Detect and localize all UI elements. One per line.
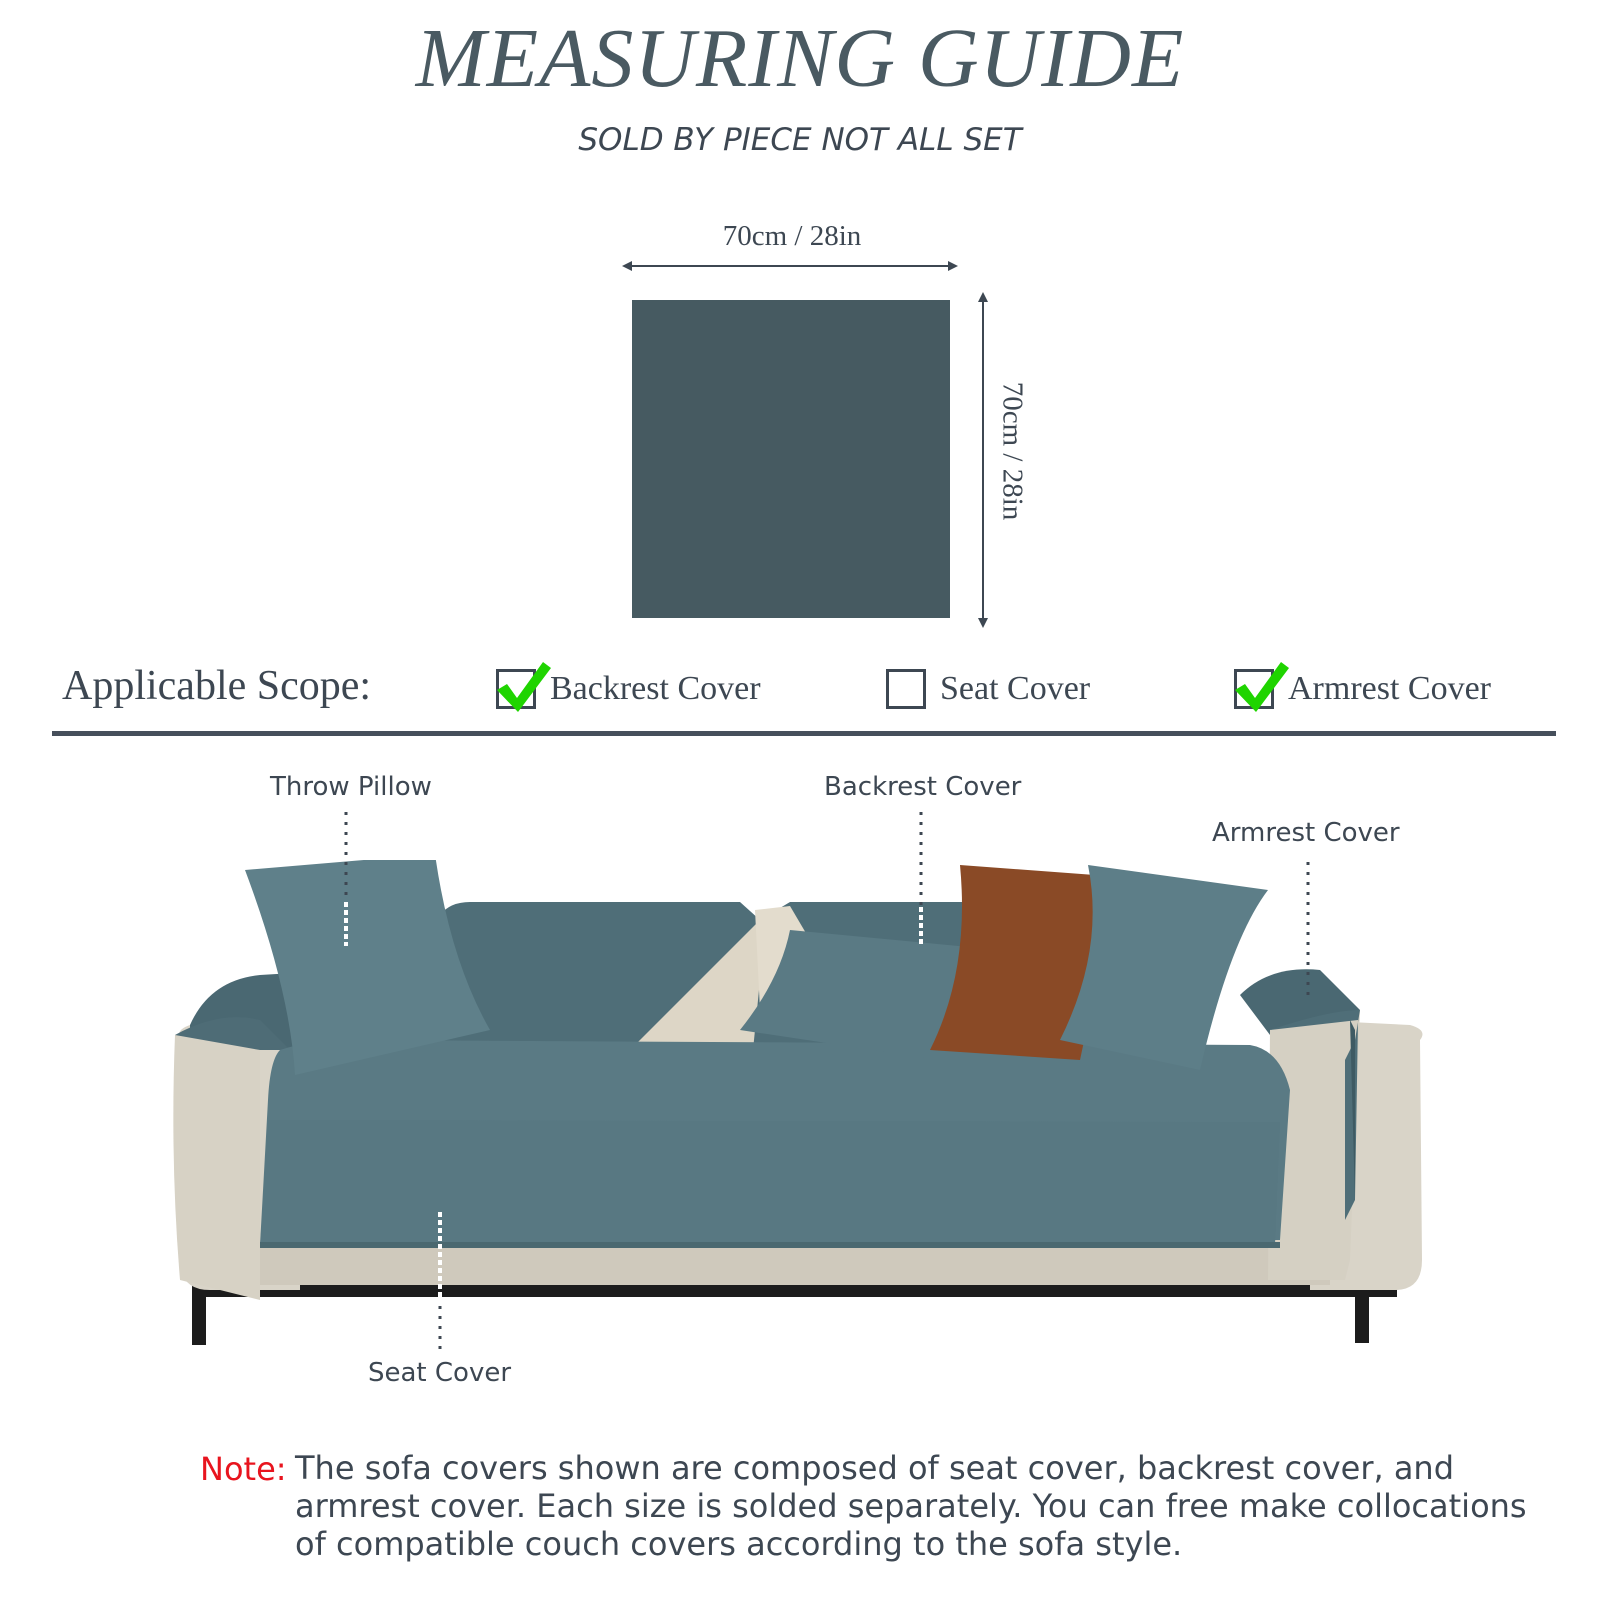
green-check-icon: [1233, 660, 1291, 716]
scope-checkbox: [496, 669, 536, 709]
scope-item-backrest: [496, 664, 761, 714]
width-arrow-icon: [620, 258, 960, 274]
page-subtitle: SOLD BY PIECE NOT ALL SET: [578, 122, 1022, 158]
width-label: 70cm / 28in: [722, 220, 862, 252]
height-label: 70cm / 28in: [996, 381, 1029, 521]
throw-pillow-callout: Throw Pillow: [270, 772, 432, 802]
scope-item-armrest: [1234, 664, 1491, 714]
scope-item-label: Armrest Cover: [1288, 670, 1492, 707]
scope-item-label: Backrest Cover: [550, 670, 761, 707]
scope-checkbox: [886, 669, 926, 709]
scope-item-label: Seat Cover: [940, 670, 1091, 707]
green-check-icon: [495, 660, 553, 716]
seat-cover-callout: Seat Cover: [368, 1358, 512, 1388]
note-text: The sofa covers shown are composed of seat cover, backrest cover, and armrest cover. Each size is solded separately. You can free make collocations of compatible couch covers according to the sofa style.: [295, 1449, 1527, 1563]
scope-label: Applicable Scope:: [62, 663, 372, 709]
backrest-cover-callout: Backrest Cover: [824, 772, 1022, 802]
cover-size-swatch: [632, 300, 950, 618]
dotted-leader-line: [342, 810, 350, 950]
height-arrow-icon: [975, 290, 991, 630]
note-label: Note:: [200, 1450, 287, 1488]
page-title: MEASURING GUIDE: [415, 12, 1185, 105]
dotted-leader-line: [917, 810, 925, 950]
dotted-leader-line: [1304, 860, 1312, 1000]
armrest-cover-callout: Armrest Cover: [1212, 818, 1400, 848]
dotted-leader-line: [435, 1210, 445, 1360]
scope-checkbox: [1234, 669, 1274, 709]
section-divider: [52, 731, 1556, 736]
scope-item-seat: [886, 664, 1090, 714]
